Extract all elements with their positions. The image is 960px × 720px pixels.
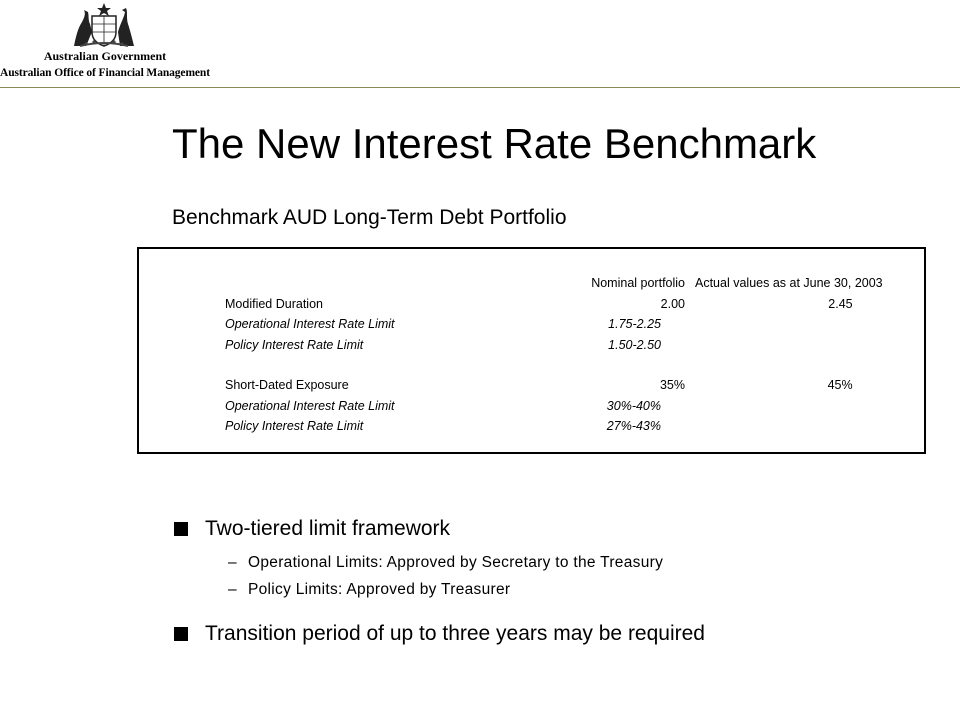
- table-cell-actual: [695, 335, 883, 356]
- table-cell-label: Modified Duration: [225, 296, 323, 311]
- sub-bullet-item: Operational Limits: Approved by Secretary to the Treasury: [248, 554, 664, 571]
- benchmark-table: [225, 273, 883, 437]
- table-cell-nominal: 35%: [659, 378, 685, 393]
- table-cell-label: Operational Interest Rate Limit: [225, 317, 395, 332]
- slide-subtitle: Benchmark AUD Long-Term Debt Portfolio: [172, 206, 567, 229]
- dash-bullet-icon: –: [228, 581, 237, 598]
- org-name-line1: Australian Government: [43, 49, 167, 63]
- table-row: [225, 294, 883, 315]
- table-cell-label: Policy Interest Rate Limit: [225, 419, 364, 434]
- bullet-item: Transition period of up to three years may be required: [205, 622, 705, 645]
- table-row: [225, 396, 883, 417]
- table-row: [225, 314, 883, 335]
- table-header-cell: Nominal portfolio: [591, 276, 685, 291]
- table-cell-label: Policy Interest Rate Limit: [225, 337, 364, 352]
- table-row: [225, 375, 883, 396]
- sub-bullet-item: Policy Limits: Approved by Treasurer: [248, 581, 511, 598]
- bullet-item: Two-tiered limit framework: [205, 517, 451, 540]
- coat-of-arms-icon: [62, 2, 146, 48]
- dash-bullet-icon: –: [228, 554, 237, 571]
- table-cell-nominal: 1.75-2.25: [608, 317, 661, 332]
- table-cell-nominal: 1.50-2.50: [608, 337, 661, 352]
- org-name-line2: Australian Office of Financial Management: [0, 67, 210, 79]
- table-header-row: [225, 273, 883, 294]
- table-cell-nominal: 27%-43%: [606, 419, 661, 434]
- table-header-cell: Actual values as at June 30, 2003: [695, 276, 883, 291]
- benchmark-table-frame: [137, 247, 926, 454]
- table-cell-actual: 2.45: [828, 296, 853, 311]
- table-row: [225, 416, 883, 437]
- table-cell-actual: [695, 416, 883, 437]
- table-row: [225, 335, 883, 356]
- table-cell-actual: 45%: [827, 378, 853, 393]
- table-cell-nominal: 2.00: [660, 296, 685, 311]
- slide-title: The New Interest Rate Benchmark: [172, 120, 817, 167]
- table-cell-actual: [695, 314, 883, 335]
- table-cell-nominal: 30%-40%: [606, 398, 661, 413]
- table-cell-actual: [695, 396, 883, 417]
- table-cell-label: Operational Interest Rate Limit: [225, 398, 395, 413]
- table-spacer-row: [225, 355, 883, 375]
- header-divider: [0, 87, 960, 88]
- table-cell-label: Short-Dated Exposure: [225, 378, 349, 393]
- square-bullet-icon: [174, 627, 188, 641]
- square-bullet-icon: [174, 522, 188, 536]
- table-header-cell: [225, 273, 485, 294]
